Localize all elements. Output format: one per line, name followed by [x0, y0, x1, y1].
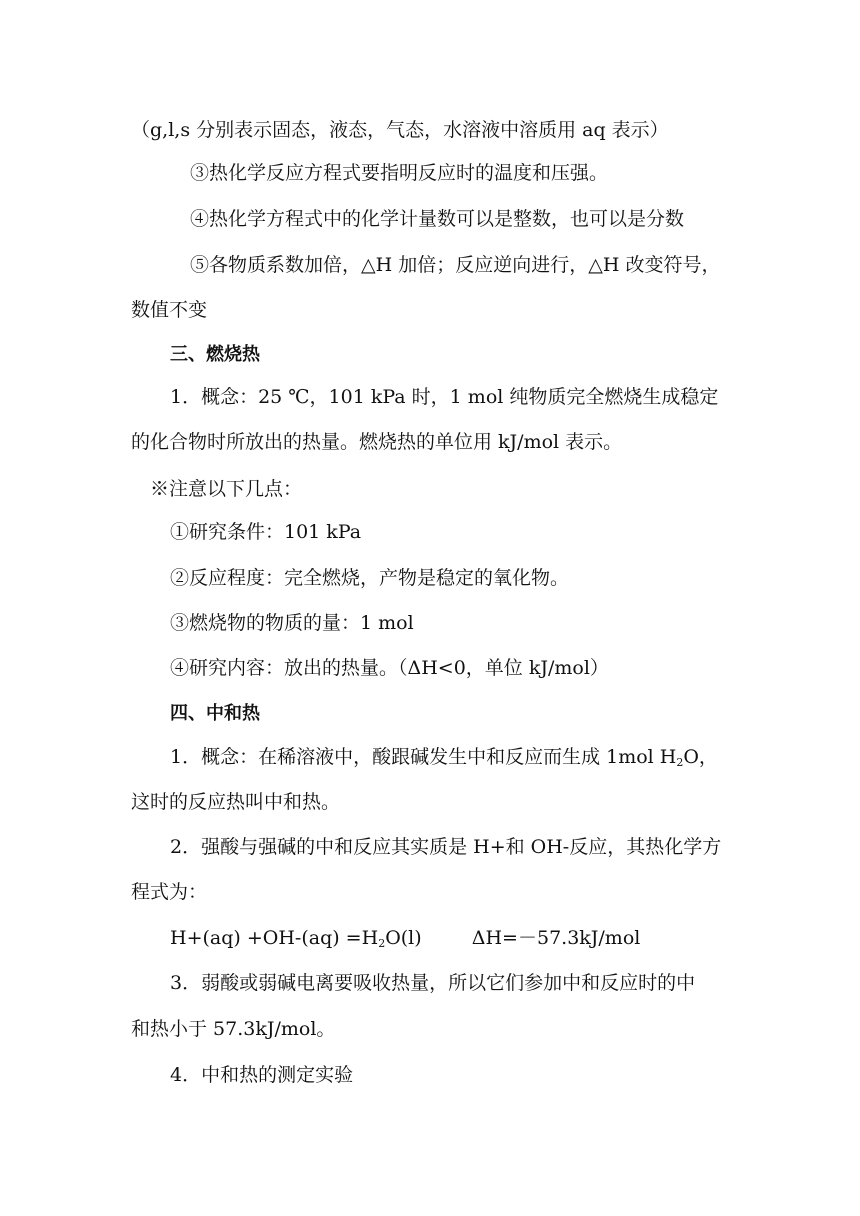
text-line: 这时的反应热叫中和热。 — [131, 791, 341, 813]
text-line: ④热化学方程式中的化学计量数可以是整数，也可以是分数 — [190, 208, 685, 230]
text-line: 和热小于 57.3kJ/mol。 — [131, 1018, 336, 1040]
text-segment: H+(aq) +OH-(aq) =H — [170, 927, 379, 949]
text-line: 2．强酸与强碱的中和反应其实质是 H+和 OH-反应，其热化学方 — [170, 836, 722, 858]
text-line: ①研究条件：101 kPa — [170, 521, 362, 543]
text-segment: 1．概念：在稀溶液中，酸跟碱发生中和反应而生成 1mol H — [170, 746, 677, 768]
text-line — [170, 745, 718, 769]
subscript: 2 — [676, 756, 684, 769]
section-heading: 三、燃烧热 — [170, 344, 260, 365]
text-line: （g,l,s 分别表示固态，液态，气态，水溶液中溶质用 aq 表示） — [131, 119, 669, 141]
text-line: 程式为： — [131, 881, 208, 903]
text-line: 3．弱酸或弱碱电离要吸收热量，所以它们参加中和反应时的中 — [170, 972, 696, 994]
text-segment: O， — [683, 746, 718, 768]
enthalpy-value: ΔH=－57.3kJ/mol — [471, 927, 641, 949]
text-line: 4．中和热的测定实验 — [170, 1064, 354, 1086]
section-heading: 四、中和热 — [170, 703, 260, 724]
text-line: 的化合物时所放出的热量。燃烧热的单位用 kJ/mol 表示。 — [131, 431, 623, 453]
text-line: 1．概念：25 ℃，101 kPa 时，1 mol 纯物质完全燃烧生成稳定 — [170, 386, 719, 408]
text-line: 数值不变 — [131, 299, 208, 321]
equation-line — [170, 926, 640, 950]
text-line: ③热化学反应方程式要指明反应时的温度和压强。 — [190, 162, 609, 184]
text-line: ⑤各物质系数加倍，△H 加倍；反应逆向进行，△H 改变符号， — [190, 254, 721, 276]
text-segment: O(l) — [385, 927, 422, 949]
subscript: 2 — [378, 937, 386, 950]
text-line: ②反应程度：完全燃烧，产物是稳定的氧化物。 — [170, 567, 570, 589]
text-line: ④研究内容：放出的热量。（ΔH<0，单位 kJ/mol） — [170, 657, 609, 679]
text-line: ※注意以下几点： — [150, 478, 303, 500]
text-line: ③燃烧物的物质的量：1 mol — [170, 612, 414, 634]
